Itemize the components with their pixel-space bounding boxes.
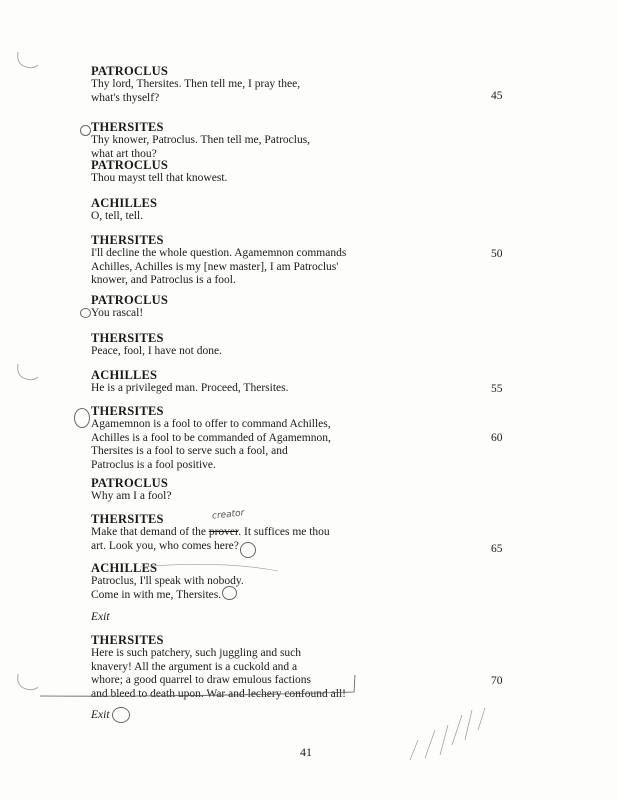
- dialogue-line: and bleed to death upon. War and lechery confound all!: [91, 687, 346, 700]
- dialogue-line: Thou mayst tell that knowest.: [91, 172, 228, 184]
- speaker-name: PATROCLUS: [91, 64, 169, 78]
- dialogue-line: Thy knower, Patroclus. Then tell me, Patroclus,: [91, 134, 311, 146]
- speaker-name: THERSITES: [91, 233, 164, 247]
- dialogue-line: Why am I a fool?: [91, 490, 172, 502]
- stage-direction: Exit: [91, 709, 110, 721]
- line-number: 60: [491, 432, 503, 444]
- line-text: Make that demand of the: [91, 526, 209, 538]
- dialogue-line: Come in with me, Thersites.: [91, 588, 222, 601]
- page-number: 41: [300, 745, 312, 759]
- dialogue-line: Thy lord, Thersites. Then tell me, I pray thee,: [91, 78, 301, 90]
- dialogue-line: what's thyself?: [91, 91, 160, 104]
- dialogue-line: Here is such patchery, such juggling and such: [91, 647, 302, 659]
- dialogue-line: whore; a good quarrel to draw emulous factions: [91, 674, 312, 687]
- dialogue-line: He is a privileged man. Proceed, Thersites.: [91, 382, 289, 394]
- pencil-scribble-mark: [390, 700, 500, 780]
- handwritten-annotation: creator: [211, 508, 245, 522]
- dialogue-line: O, tell, tell.: [91, 210, 144, 222]
- line-number: 50: [491, 248, 503, 260]
- dialogue-line: Patroclus, I'll speak with nobody.: [91, 575, 244, 587]
- dialogue-line: Thersites is a fool to serve such a fool, and: [91, 445, 288, 458]
- dialogue-line: Peace, fool, I have not done.: [91, 345, 222, 357]
- line-number: 55: [491, 383, 503, 395]
- dialogue-line: You rascal!: [91, 307, 144, 319]
- dialogue-line: Achilles is a fool to be commanded of Agamemnon,: [91, 431, 331, 444]
- speaker-name: PATROCLUS: [91, 158, 169, 172]
- speaker-name: ACHILLES: [91, 561, 158, 575]
- speaker-name: THERSITES: [91, 120, 164, 134]
- speaker-name: THERSITES: [91, 512, 164, 526]
- speaker-name: THERSITES: [91, 633, 164, 647]
- speaker-name: PATROCLUS: [91, 476, 169, 490]
- speaker-name: PATROCLUS: [91, 293, 169, 307]
- dialogue-line: what art thou?: [91, 147, 157, 160]
- dialogue-line: Agamemnon is a fool to offer to command Achilles,: [91, 418, 331, 430]
- dialogue-line: knower, and Patroclus is a fool.: [91, 274, 236, 287]
- speaker-name: THERSITES: [91, 404, 164, 418]
- line-number: 65: [491, 543, 503, 555]
- line-number: 45: [491, 90, 503, 102]
- struck-word: prover: [208, 526, 239, 538]
- line-text: . It suffices me thou: [238, 526, 330, 538]
- dialogue-line: Achilles, Achilles is my [new master], I am Patroclus': [91, 260, 339, 273]
- speaker-name: ACHILLES: [91, 196, 158, 210]
- dialogue-line: art. Look you, who comes here?: [91, 539, 239, 552]
- stage-direction: Exit: [91, 611, 110, 623]
- speaker-name: ACHILLES: [91, 368, 158, 382]
- speaker-name: THERSITES: [91, 331, 164, 345]
- dialogue-line: Patroclus is a fool positive.: [91, 458, 216, 471]
- line-number: 70: [491, 675, 503, 687]
- dialogue-line: I'll decline the whole question. Agamemnon commands: [91, 247, 347, 259]
- dialogue-line: knavery! All the argument is a cuckold and a: [91, 660, 298, 673]
